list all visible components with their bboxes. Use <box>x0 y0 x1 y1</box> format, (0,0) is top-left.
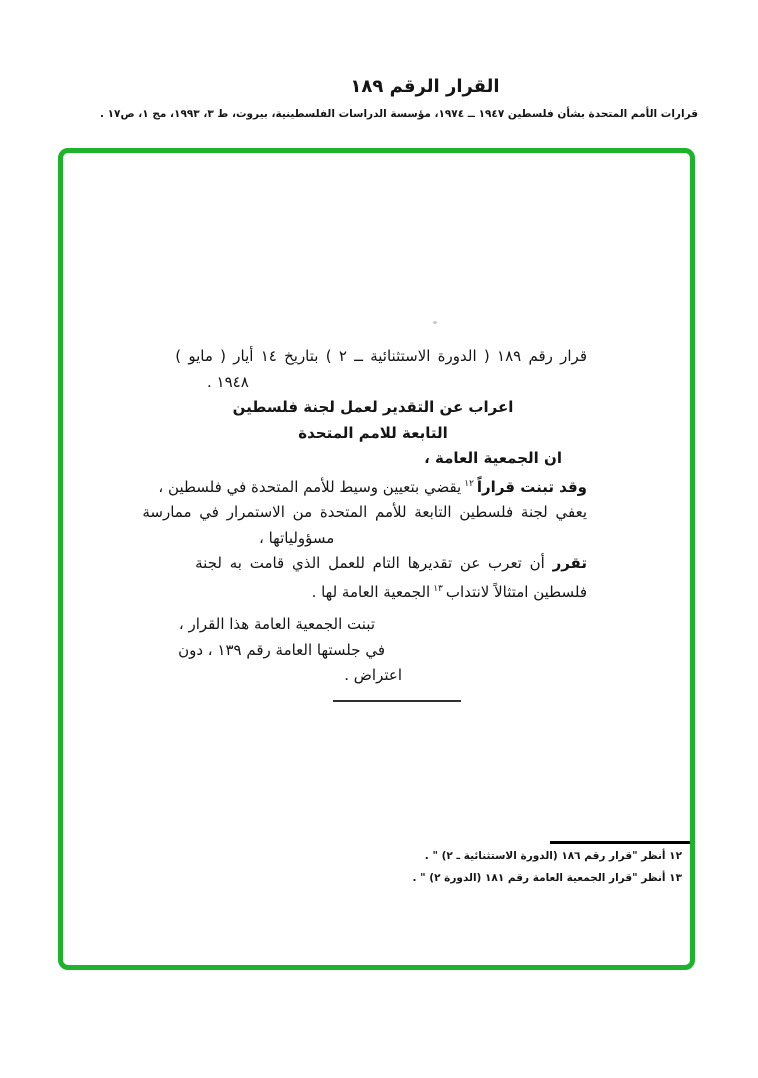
preamble-line2: يعفي لجنة فلسطين التابعة للأمم المتحدة من الاستمرار في ممارسة <box>142 503 587 521</box>
resolution-subject-line2: التابعة للامم المتحدة <box>298 423 448 442</box>
resolution-text-column <box>142 344 587 702</box>
scanned-page-frame <box>58 148 695 970</box>
adoption-line3: اعتراض . <box>344 666 402 684</box>
preamble-line3: مسؤولياتها ، <box>259 528 335 547</box>
resolution-title-line1: قرار رقم ١٨٩ ( الدورة الاستثنائية ــ ٢ ) بتاريخ ١٤ أيار ( مايو ) <box>175 347 587 365</box>
resolution-title-line2: ١٩٤٨ . <box>207 372 249 391</box>
operative-line2-pre: فلسطين امتثالاً لانتداب <box>445 582 587 601</box>
adoption-line2: في جلستها العامة رقم ١٣٩ ، دون <box>178 640 385 659</box>
preamble-opening: ان الجمعية العامة ، <box>424 449 562 467</box>
operative-lead: تقرر <box>552 554 587 572</box>
scan-artifact-dot <box>433 321 437 324</box>
preamble-lead: وقد تبنت قراراً <box>476 477 587 496</box>
page-title: القرار الرقم ١٨٩ <box>350 76 500 97</box>
resolution-subject-line1: اعراب عن التقدير لعمل لجنة فلسطين <box>232 398 514 416</box>
footnote-ref-12: ١٢ <box>464 478 474 489</box>
preamble-line1-rest: يقضي بتعيين وسيط للأمم المتحدة في فلسطين ، <box>158 477 462 496</box>
operative-line2-post: الجمعية العامة لها . <box>311 582 431 601</box>
operative-line1-rest: أن تعرب عن تقديرها التام للعمل الذي قامت به لجنة <box>195 554 545 572</box>
footnote-ref-13: ١٣ <box>433 583 443 594</box>
operative-line2 <box>159 577 587 606</box>
section-divider-rule <box>333 700 461 702</box>
preamble-line1 <box>159 472 587 501</box>
adoption-note <box>159 612 587 689</box>
source-citation: قرارات الأمم المتحدة بشأن فلسطين ١٩٤٧ ــ ١٩٧٤، مؤسسة الدراسات الفلسطينية، بيروت، ط ٣، ١٩٩٣، مج ١، ص١٧ . <box>99 108 698 120</box>
adoption-line1: تبنت الجمعية العامة هذا القرار ، <box>178 615 375 633</box>
footnote-separator-rule <box>550 841 690 844</box>
operative-line1 <box>159 551 587 577</box>
footnote-12: ١٢ أنظر "قرار رقم ١٨٦ (الدورة الاستثنائية ـ ٢) " . <box>424 850 682 862</box>
footnote-13: ١٣ أنظر "قرار الجمعية العامة رقم ١٨١ (الدورة ٢) " . <box>412 872 682 884</box>
